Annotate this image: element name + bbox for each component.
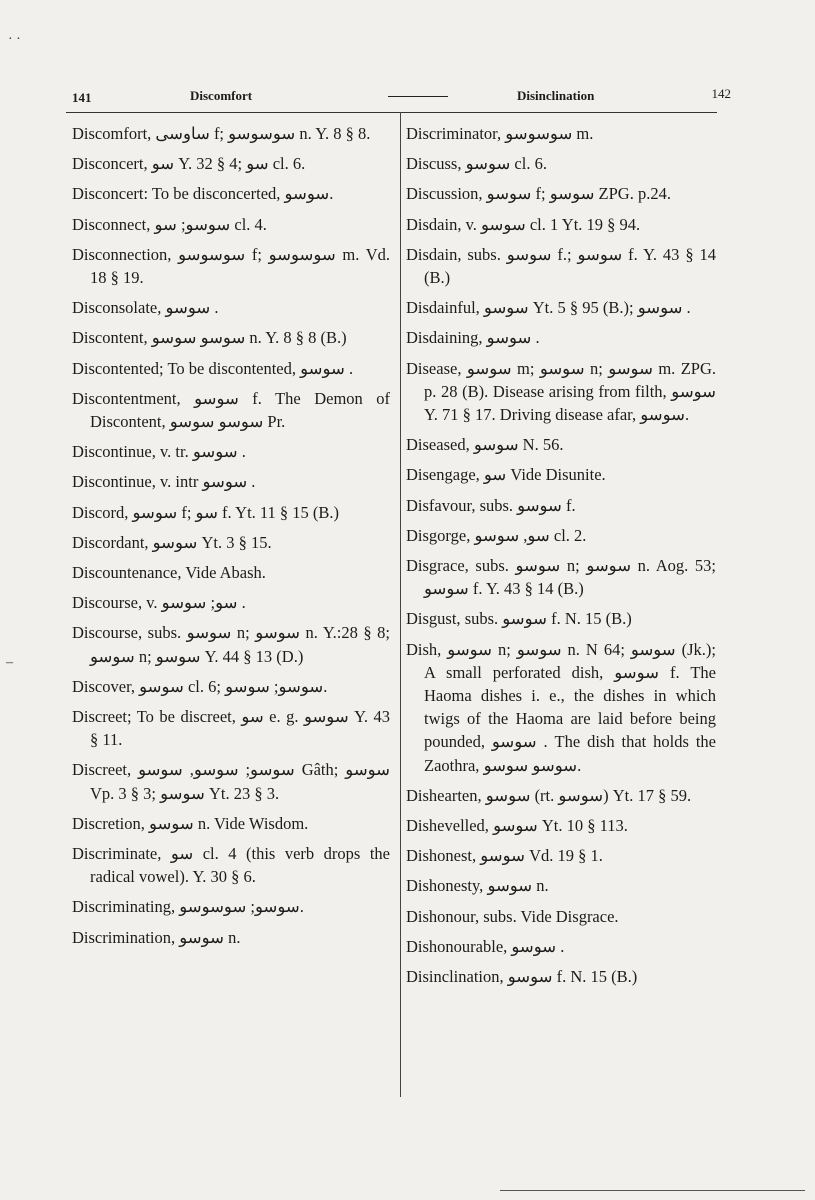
- entry-headword: Disgrace,: [406, 556, 469, 576]
- dictionary-entry: [72, 182, 390, 205]
- entry-headword: Dishonesty,: [406, 876, 484, 896]
- entry-definition: سوسو سوسو n. Y. 8 § 8 (B.): [151, 328, 347, 348]
- entry-headword: Discomfort,: [72, 124, 152, 143]
- dictionary-entry: [406, 494, 716, 517]
- entry-definition: سوسو; سو cl. 4.: [154, 214, 267, 234]
- dictionary-entry: [406, 905, 716, 928]
- entry-definition: سو Y. 32 § 4; سو cl. 6.: [151, 154, 306, 174]
- dictionary-entry: [72, 926, 390, 949]
- entry-definition: سو cl. 4 (this verb drops the radical vowel). Y. 30 § 6.: [90, 844, 391, 887]
- header-rule: [66, 112, 717, 113]
- entry-definition: سو Vide Disunite.: [483, 465, 606, 485]
- entry-headword: Disinclination,: [406, 967, 504, 987]
- entry-headword: Discreet;: [72, 707, 132, 727]
- entry-headword: Dishonourable,: [406, 936, 508, 956]
- margin-mark: · ·: [8, 32, 21, 47]
- entry-definition: v. tr. سوسو .: [160, 442, 246, 462]
- dictionary-entry: [406, 213, 716, 236]
- dictionary-entry: [406, 122, 716, 145]
- entry-headword: Discrimination,: [72, 927, 176, 947]
- entry-definition: Vide Abash.: [185, 563, 266, 583]
- dictionary-entry: [72, 213, 390, 236]
- running-header: [72, 86, 731, 108]
- entry-headword: Disdaining,: [406, 328, 483, 348]
- entry-definition: سوسو .: [511, 936, 565, 956]
- entry-definition: سوسو n.: [179, 927, 241, 947]
- entry-definition: سوسو Yt. 3 § 15.: [152, 532, 272, 552]
- entry-headword: Discontented;: [72, 358, 164, 378]
- dictionary-entry: [72, 621, 390, 667]
- entry-headword: Dish,: [406, 639, 442, 659]
- entry-headword: Disconcert,: [72, 154, 148, 174]
- entry-definition: v. intr سوسو .: [160, 472, 256, 492]
- entry-definition: سوسو; سوسو, سوسو Gâth; سوسو Vp. 3 § 3; سوسو Yt. 23 § 3.: [90, 760, 390, 803]
- margin-mark: –: [6, 655, 13, 670]
- entry-definition: To be disconcerted, سوسو.: [151, 184, 334, 204]
- entry-definition: سوسو (rt. سوسو) Yt. 17 § 59.: [485, 785, 692, 805]
- entry-headword: Disconcert:: [72, 184, 149, 204]
- dictionary-entry: [406, 243, 716, 289]
- right-column: [406, 122, 716, 995]
- dictionary-entry: [72, 561, 390, 584]
- entry-headword: Disfavour,: [406, 495, 476, 515]
- left-column: [72, 122, 390, 956]
- dictionary-entry: [406, 433, 716, 456]
- entry-definition: subs. سوسو n; سوسو n. Aog. 53; سوسو f. Y. 43 § 14 (B.): [424, 556, 717, 599]
- entry-headword: Disengage,: [406, 465, 480, 485]
- dictionary-entry: [406, 844, 716, 867]
- header-dash: [388, 96, 448, 97]
- dictionary-entry: [72, 842, 390, 888]
- dictionary-entry: [72, 758, 390, 804]
- dictionary-entry: [406, 357, 716, 427]
- dictionary-entry: [406, 296, 716, 319]
- entry-definition: To be discontented, سوسو .: [167, 358, 354, 378]
- entry-definition: ساوسی f; سوسوسو n. Y. 8 § 8.: [155, 124, 371, 143]
- entry-definition: subs. Vide Disgrace.: [483, 906, 619, 926]
- entry-headword: Dishevelled,: [406, 816, 489, 836]
- dictionary-entry: [406, 874, 716, 897]
- dictionary-entry: [72, 357, 390, 380]
- dictionary-entry: [72, 705, 390, 751]
- dictionary-entry: [72, 591, 390, 614]
- dictionary-entry: [406, 182, 716, 205]
- entry-definition: سوسو f; سوسو ZPG. p.24.: [486, 184, 671, 204]
- dictionary-entry: [406, 554, 716, 600]
- dictionary-entry: [72, 895, 390, 918]
- entry-headword: Discordant,: [72, 532, 149, 552]
- entry-definition: سوسو f. N. 15 (B.): [507, 967, 638, 987]
- dictionary-entry: [72, 501, 390, 524]
- dictionary-entry: [72, 296, 390, 319]
- entry-headword: Discussion,: [406, 184, 483, 204]
- entry-headword: Discourse,: [72, 623, 143, 643]
- entry-definition: سوسو f. The Demon of Discontent, سوسو سوسو Pr.: [90, 388, 391, 432]
- entry-definition: سو, سوسو cl. 2.: [474, 525, 587, 545]
- entry-headword: Disdainful,: [406, 298, 480, 318]
- header-headword-right: Disinclination: [517, 88, 595, 103]
- dictionary-entry: [406, 463, 716, 486]
- entry-definition: سوسو Vd. 19 § 1.: [480, 846, 603, 866]
- entry-headword: Discountenance,: [72, 563, 182, 583]
- entry-definition: v. سوسو cl. 1 Yt. 19 § 94.: [465, 214, 641, 234]
- entry-definition: سوسوسو m.: [505, 124, 594, 143]
- entry-headword: Disgorge,: [406, 525, 471, 545]
- dictionary-entry: [72, 326, 390, 349]
- entry-definition: subs. سوسو f. N. 15 (B.): [464, 609, 632, 629]
- entry-headword: Discontinue,: [72, 472, 156, 492]
- dictionary-entry: [72, 122, 390, 145]
- header-headword-left: Discomfort: [190, 88, 253, 103]
- dictionary-entry: [72, 812, 390, 835]
- entry-headword: Discourse,: [72, 593, 143, 613]
- page-number-left: 141: [72, 90, 92, 105]
- dictionary-entry: [72, 152, 390, 175]
- entry-headword: Discriminating,: [72, 897, 176, 917]
- entry-definition: سوسو m; سوسو n; سوسو m. ZPG. p. 28 (B). Disease arising from filth, سوسو Y. 71 § 17. Driving disease afar, سوسو.: [424, 358, 716, 425]
- dictionary-entry: [406, 965, 716, 988]
- entry-headword: Discuss,: [406, 154, 462, 174]
- entry-definition: subs. سوسو f.; سوسو f. Y. 43 § 14 (B.): [424, 244, 716, 288]
- entry-headword: Diseased,: [406, 435, 470, 455]
- entry-headword: Disconnect,: [72, 214, 151, 234]
- entry-headword: Disdain,: [406, 244, 462, 264]
- dictionary-entry: [72, 387, 390, 433]
- entry-definition: سوسو n; سوسو n. N 64; سوسو (Jk.); A small perforated dish, سوسو f. The Haoma dishes i. e., the dishes in which twigs of the Haoma are laid before being pounded, سوسو . The dish that holds the Zaothra, سوسو سوسو.: [424, 639, 716, 775]
- entry-definition: To be discreet, سو e. g. سوسو Y. 43 § 11.: [90, 707, 391, 750]
- dictionary-entry: [406, 638, 716, 777]
- entry-definition: سوسو .: [165, 298, 219, 318]
- entry-definition: subs. سوسو f.: [479, 495, 576, 515]
- entry-definition: سوسو .: [486, 328, 540, 348]
- entry-headword: Discriminator,: [406, 124, 502, 143]
- entry-headword: Discontentment,: [72, 388, 181, 408]
- dictionary-entry: [72, 440, 390, 463]
- dictionary-entry: [406, 935, 716, 958]
- entry-headword: Disconsolate,: [72, 298, 162, 318]
- dictionary-entry: [406, 326, 716, 349]
- entry-headword: Discontent,: [72, 328, 148, 348]
- page-number-right: 142: [711, 86, 731, 101]
- entry-definition: v. سو; سوسو .: [146, 593, 246, 613]
- entry-headword: Discover,: [72, 676, 136, 696]
- entry-headword: Discriminate,: [72, 844, 162, 864]
- dictionary-entry: [406, 152, 716, 175]
- entry-definition: سوسو; سوسوسو.: [179, 897, 304, 917]
- column-divider: [400, 112, 401, 1097]
- entry-headword: Disease,: [406, 358, 462, 378]
- dictionary-entry: [406, 524, 716, 547]
- page-edge-line: [500, 1190, 805, 1191]
- entry-definition: سوسو n. Vide Wisdom.: [148, 813, 309, 833]
- dictionary-entry: [406, 784, 716, 807]
- dictionary-entry: [72, 531, 390, 554]
- entry-definition: سوسو n.: [487, 876, 549, 896]
- entry-headword: Discontinue,: [72, 442, 156, 462]
- entry-definition: subs. سوسو n; سوسو n. Y.:28 § 8; سوسو n; سوسو Y. 44 § 13 (D.): [90, 623, 391, 666]
- entry-headword: Discretion,: [72, 813, 145, 833]
- entry-headword: Discreet,: [72, 760, 132, 780]
- dictionary-entry: [406, 607, 716, 630]
- entry-headword: Dishearten,: [406, 785, 482, 805]
- entry-headword: Discord,: [72, 502, 129, 522]
- dictionary-entry: [72, 243, 390, 289]
- entry-definition: سوسو f; سو f. Yt. 11 § 15 (B.): [132, 502, 340, 522]
- entry-headword: Dishonest,: [406, 846, 477, 866]
- entry-headword: Disdain,: [406, 214, 462, 234]
- entry-definition: سوسو cl. 6.: [465, 154, 547, 174]
- dictionary-entry: [72, 470, 390, 493]
- dictionary-entry: [72, 675, 390, 698]
- entry-headword: Disconnection,: [72, 244, 172, 264]
- dictionary-entry: [406, 814, 716, 837]
- entry-definition: سوسو cl. 6; سوسو; سوسو.: [139, 676, 328, 696]
- entry-definition: سوسو Yt. 10 § 113.: [493, 816, 628, 836]
- entry-headword: Dishonour,: [406, 906, 480, 926]
- entry-definition: سوسو N. 56.: [473, 435, 564, 455]
- entry-headword: Disgust,: [406, 609, 461, 629]
- entry-definition: سوسو Yt. 5 § 95 (B.); سوسو .: [483, 298, 691, 318]
- entry-definition: سوسوسو f; سوسوسو m. Vd. 18 § 19.: [90, 244, 390, 288]
